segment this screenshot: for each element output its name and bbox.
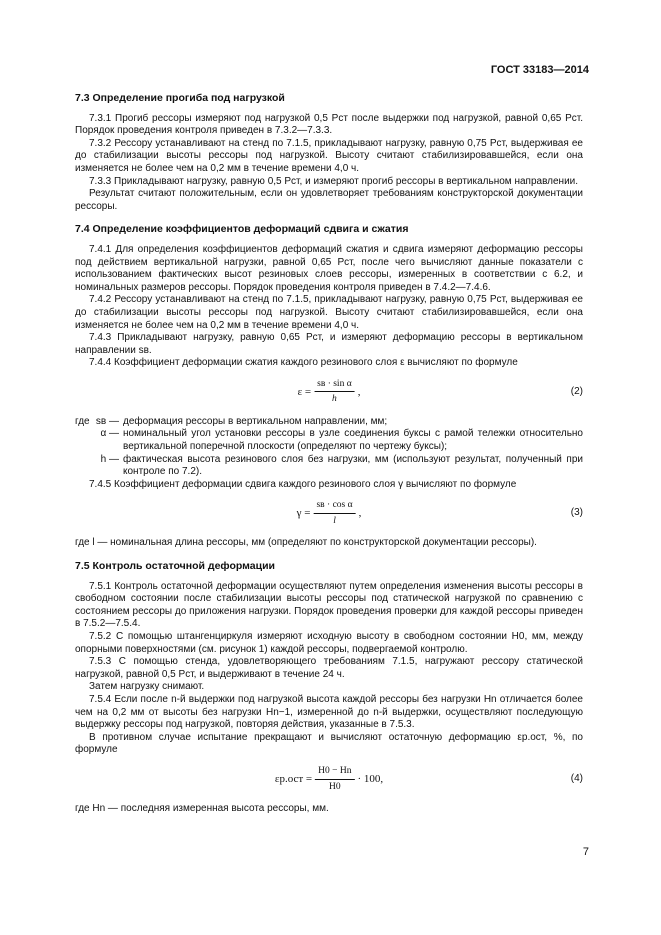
section-title: 7.4 Определение коэффициентов деформаций сдвига и сжатия — [75, 223, 409, 236]
formula-lhs: γ = — [296, 507, 311, 520]
numerator: H0 − Hn — [315, 765, 354, 780]
paragraph: 7.5.1 Контроль остаточной деформации осуществляют путем определения изменения высоты рессоры в свободном состоянии после стабилизации высоты рессоры под статической нагрузкой по сравнению с состоянием рессоры до приложения нагрузки. Порядок проведения проверки для каждой рессоры приведен в 7.5.2—7.5.4. — [75, 580, 583, 630]
formula-lhs: εр.ост = — [274, 772, 313, 785]
formula-tail: , — [358, 507, 362, 520]
formula-tail: · 100, — [357, 772, 384, 785]
document-id: ГОСТ 33183—2014 — [490, 64, 589, 76]
paragraph: 7.5.4 Если после n-й выдержки под нагрузкой высота каждой рессоры без нагрузки Hn отличается более чем на 0,2 мм от высоты без нагрузки Hn−1, измеренной до n-й выдержки, осуществляют последующую выдержку рессоры под нагрузкой, повторяя действия, указанные в 7.5.3. — [75, 693, 583, 731]
formula-2 — [75, 376, 583, 410]
numerator: sв · sin α — [314, 378, 355, 393]
formula-number: (3) — [570, 507, 583, 519]
where-symbol: α — — [100, 428, 119, 440]
formula-number: (4) — [570, 772, 583, 784]
paragraph: 7.4.1 Для определения коэффициентов деформаций сжатия и сдвига измеряют деформацию рессоры под действием вертикальной нагрузки, равной 0,65 Pст, после чего вычисляют данные показатели с использованием фактических высот резиновых слоев рессоры, измеренных в соответствии с 6.2, и номинальных размеров рессоры. Порядок проведения контроля приведен в 7.4.2—7.4.6. — [75, 243, 583, 293]
section-title: 7.5 Контроль остаточной деформации — [75, 560, 275, 573]
section-7-3 — [75, 92, 583, 213]
paragraph: В противном случае испытание прекращают и вычисляют остаточную деформацию εр.ост, %, по формуле — [75, 731, 583, 756]
denominator: l — [333, 516, 336, 527]
paragraph: Затем нагрузку снимают. — [89, 681, 205, 693]
paragraph: 7.4.4 Коэффициент деформации сжатия каждого резинового слоя ε вычисляют по формуле — [89, 357, 518, 369]
denominator: h — [332, 394, 337, 405]
section-7-4 — [75, 223, 583, 550]
where-text: деформация рессоры в вертикальном направлении, мм; — [123, 415, 388, 427]
paragraph: 7.4.3 Прикладывают нагрузку, равную 0,65 Pст, и измеряют деформацию рессоры в вертикальном направлении sв. — [75, 332, 583, 356]
paragraph: 7.3.3 Прикладывают нагрузку, равную 0,5 Pст, и измеряют прогиб рессоры в вертикальном направлении. — [89, 175, 579, 187]
section-title: 7.3 Определение прогиба под нагрузкой — [75, 92, 285, 104]
formula-4 — [75, 763, 583, 797]
denominator: H0 — [329, 781, 341, 792]
paragraph: 7.5.3 С помощью стенда, удовлетворяющего требованиям 7.1.5, нагружают рессору статической нагрузкой, равной 0,5 Pст, и выдерживают в течение 24 ч. — [75, 656, 583, 680]
where-line: где l — номинальная длина рессоры, мм (определяют по конструкторской документации рессоры). — [75, 537, 537, 549]
paragraph: 7.5.2 С помощью штангенциркуля измеряют исходную высоту в свободном состоянии H0, мм, между опорными поверхностями (см. рисунок 1) каждой рессоры, подвергаемой контролю. — [75, 631, 583, 655]
fraction — [313, 499, 355, 527]
page-number: 7 — [582, 846, 589, 858]
numerator: sв · cos α — [313, 499, 355, 514]
paragraph: 7.4.5 Коэффициент деформации сдвига каждого резинового слоя γ вычисляют по формуле — [89, 478, 517, 490]
formula-number: (2) — [570, 385, 583, 397]
where-text: фактическая высота резинового слоя без нагрузки, мм (используют результат, полученный при контроле по 7.2). — [123, 453, 583, 478]
where-text: номинальный угол установки рессоры в узле соединения буксы с рамой тележки относительно вертикальной поперечной плоскости (определяют по чертежу буксы); — [123, 428, 583, 453]
paragraph: Результат считают положительным, если он удовлетворяет требованиям конструкторской документации рессоры. — [75, 188, 583, 212]
where-lead: где — [75, 415, 90, 427]
paragraph: 7.3.1 Прогиб рессоры измеряют под нагрузкой 0,5 Pст после выдержки под нагрузкой, равной 0,65 Pст. Порядок проведения контроля приведен в 7.3.2—7.3.3. — [75, 112, 583, 137]
paragraph: 7.3.2 Рессору устанавливают на стенд по 7.1.5, прикладывают нагрузку, равную 0,75 Pст, выдерживая ее до стабилизации высоты рессоры под нагрузкой. Высоту считают стабилизировавшейся, если она изменяется не более чем на 0,2 мм в течение времени 4,0 ч. — [75, 137, 583, 174]
section-7-5 — [75, 560, 583, 816]
where-line: где Hn — последняя измеренная высота рессоры, мм. — [75, 802, 329, 814]
where-symbol: h — — [100, 453, 119, 465]
where-symbol: sв — — [95, 415, 119, 427]
fraction — [315, 765, 354, 793]
formula-tail: , — [357, 385, 361, 398]
where-block — [75, 416, 583, 479]
formula-lhs: ε = — [297, 385, 312, 398]
paragraph: 7.4.2 Рессору устанавливают на стенд по 7.1.5, прикладывают нагрузку, равную 0,75 Pст, выдерживая ее до стабилизации высоты рессоры под нагрузкой. Высоту считают стабилизировавшейся, если она изменяется не более чем на 0,2 мм в течение времени 4,0 ч. — [75, 294, 583, 331]
page-content — [75, 92, 583, 816]
formula-3 — [75, 497, 583, 531]
fraction — [314, 378, 355, 406]
